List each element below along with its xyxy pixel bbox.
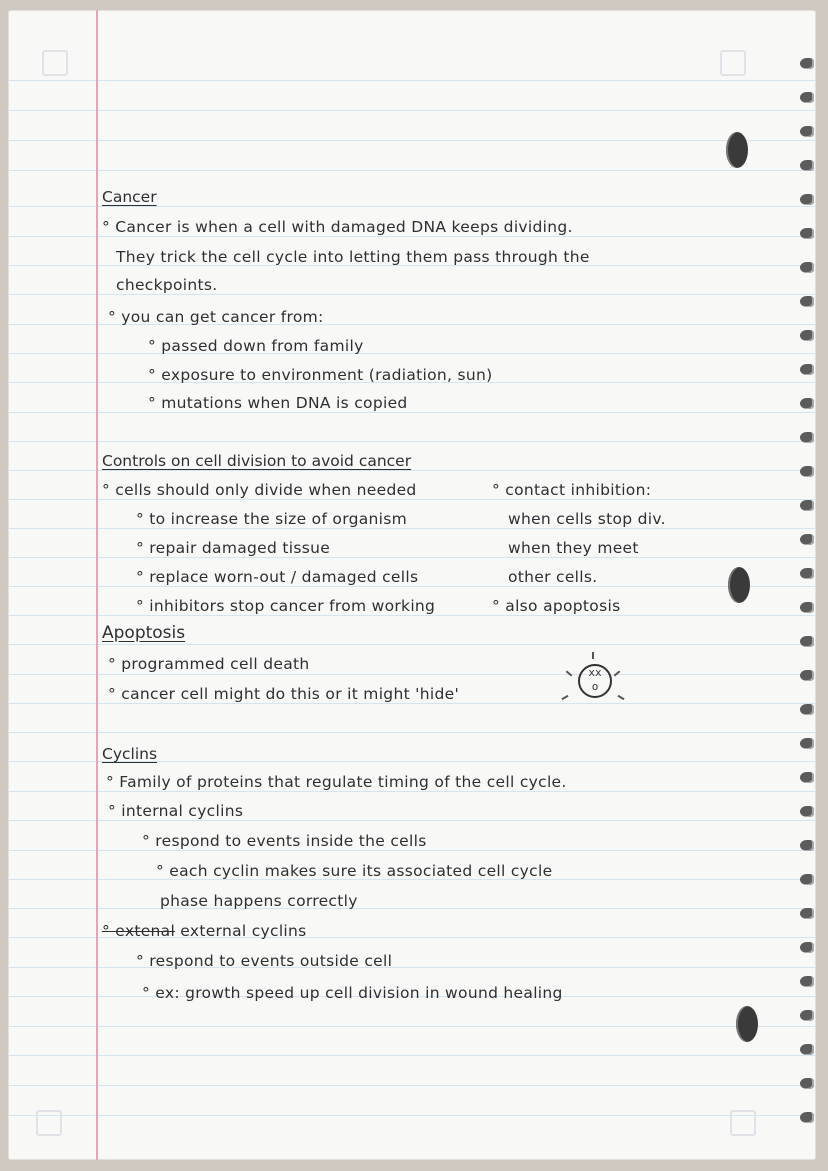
heading-apoptosis: Apoptosis xyxy=(102,623,186,643)
note-line: checkpoints. xyxy=(116,276,218,294)
note-line: ° cancer cell might do this or it might 'hide' xyxy=(108,685,460,703)
note-line: They trick the cell cycle into letting them pass through the xyxy=(116,248,590,266)
dizzy-face-icon: xx o xyxy=(578,664,612,698)
note-line: phase happens correctly xyxy=(160,892,358,910)
sparkle-icon xyxy=(617,695,624,700)
note-line: ° inhibitors stop cancer from working xyxy=(136,597,436,615)
note-line: ° you can get cancer from: xyxy=(108,308,324,326)
note-line: ° ex: growth speed up cell division in wound healing xyxy=(142,984,563,1002)
sparkle-icon xyxy=(566,670,573,676)
corner-mark-icon xyxy=(720,50,746,76)
note-line: other cells. xyxy=(508,568,598,586)
note-line: ° passed down from family xyxy=(148,337,364,355)
note-line: ° mutations when DNA is copied xyxy=(148,394,408,412)
binder-hole-icon xyxy=(726,132,748,168)
binder-hole-icon xyxy=(736,1006,758,1042)
sparkle-icon xyxy=(561,695,568,700)
struck-word: ° extenal xyxy=(102,922,176,940)
note-line: ° respond to events inside the cells xyxy=(142,832,427,850)
sparkle-icon xyxy=(592,652,594,659)
note-line: ° internal cyclins xyxy=(108,802,244,820)
margin-line xyxy=(96,10,98,1160)
note-line: ° cells should only divide when needed xyxy=(102,481,417,499)
binder-hole-icon xyxy=(728,567,750,603)
note-line: ° also apoptosis xyxy=(492,597,621,615)
note-line: ° to increase the size of organism xyxy=(136,510,408,528)
heading-cyclins: Cyclins xyxy=(102,745,158,763)
corner-mark-icon xyxy=(36,1110,62,1136)
heading-cancer: Cancer xyxy=(102,188,157,206)
corner-mark-icon xyxy=(42,50,68,76)
notebook-page xyxy=(8,10,816,1160)
note-line: ° repair damaged tissue xyxy=(136,539,331,557)
note-text: external cyclins xyxy=(180,922,307,940)
note-line: ° contact inhibition: xyxy=(492,481,652,499)
note-line: when they meet xyxy=(508,539,639,557)
heading-controls: Controls on cell division to avoid cancer xyxy=(102,452,412,470)
note-line: ° programmed cell death xyxy=(108,655,310,673)
note-line: ° replace worn-out / damaged cells xyxy=(136,568,419,586)
note-line: when cells stop div. xyxy=(508,510,666,528)
note-line: ° Cancer is when a cell with damaged DNA keeps dividing. xyxy=(102,218,573,236)
note-line: ° Family of proteins that regulate timing of the cell cycle. xyxy=(106,773,567,791)
note-line: ° each cyclin makes sure its associated cell cycle xyxy=(156,862,553,880)
note-line xyxy=(102,922,307,940)
note-line: ° exposure to environment (radiation, sun) xyxy=(148,366,493,384)
note-line: ° respond to events outside cell xyxy=(136,952,393,970)
corner-mark-icon xyxy=(730,1110,756,1136)
